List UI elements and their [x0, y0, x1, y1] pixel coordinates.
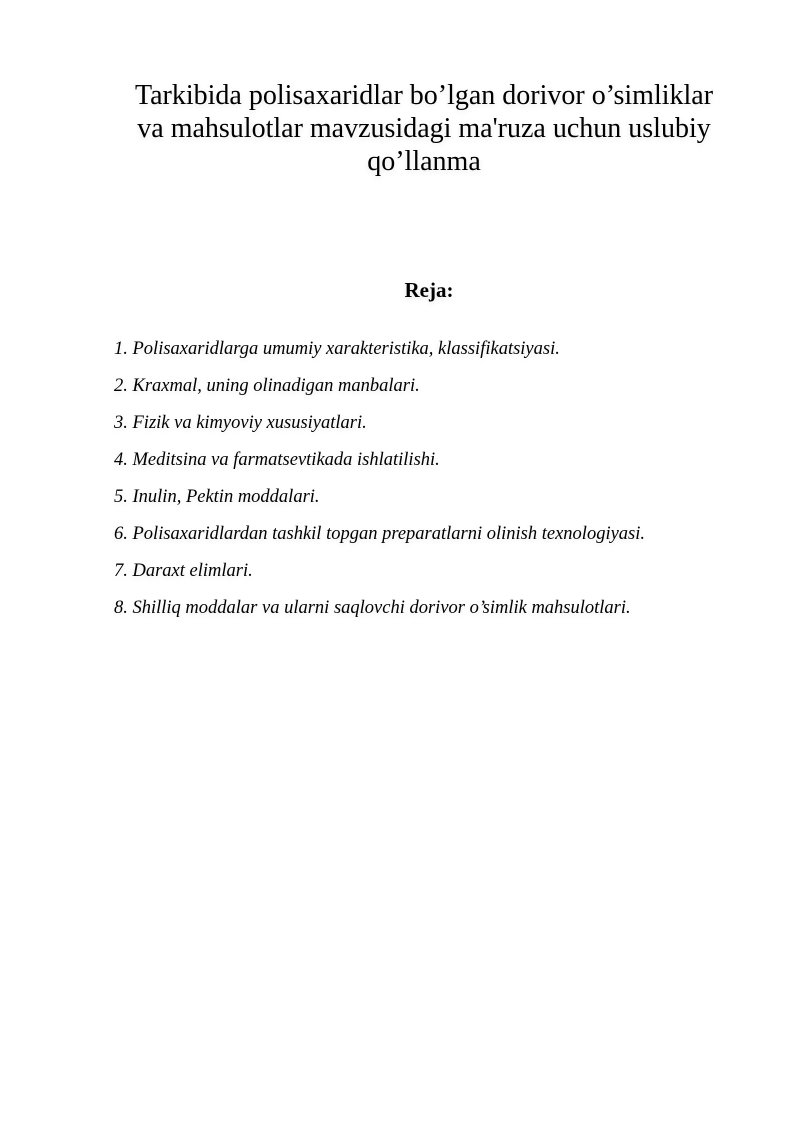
plan-item-8: 8. Shilliq moddalar va ularni saqlovchi dorivor o’simlik mahsulotlari.	[114, 598, 631, 618]
plan-item-2: 2. Kraxmal, uning olinadigan manbalari.	[114, 376, 420, 396]
plan-item-3: 3. Fizik va kimyoviy xususiyatlari.	[114, 413, 367, 433]
title-line-1: Tarkibida polisaxaridlar bo’lgan dorivor o’simliklar	[134, 80, 714, 111]
plan-item-4: 4. Meditsina va farmatsevtikada ishlatilishi.	[114, 450, 440, 470]
title-line-2: va mahsulotlar mavzusidagi ma'ruza uchun uslubiy	[137, 113, 711, 144]
title-line-3: qo’llanma	[367, 146, 481, 177]
plan-list	[114, 336, 774, 632]
plan-heading: Reja:	[404, 278, 454, 302]
plan-item-5: 5. Inulin, Pektin moddalari.	[114, 487, 320, 507]
plan-item-6: 6. Polisaxaridlardan tashkil topgan preparatlarni olinish texnologiyasi.	[114, 524, 646, 544]
document-title	[110, 79, 738, 178]
plan-item-1: 1. Polisaxaridlarga umumiy xarakteristika, klassifikatsiyasi.	[114, 339, 560, 359]
plan-item-7: 7. Daraxt elimlari.	[114, 561, 253, 581]
